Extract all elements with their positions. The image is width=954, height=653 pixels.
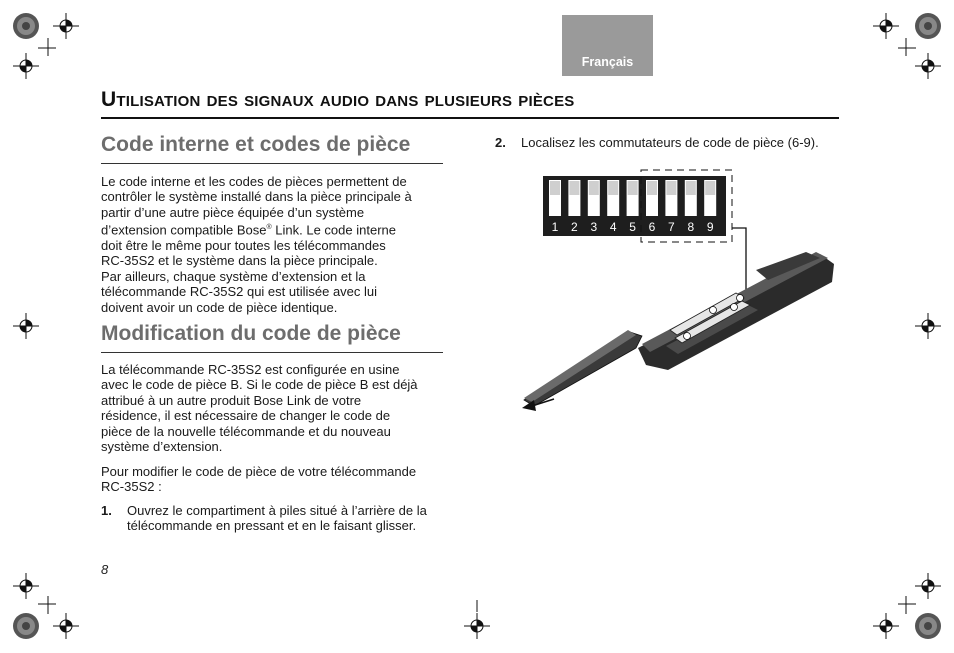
dip-switch-knob <box>589 181 599 195</box>
dip-switch-knob <box>705 181 715 195</box>
page-number: 8 <box>101 562 109 577</box>
section-rule <box>101 352 443 353</box>
text-line: résidence, il est nécessaire de changer le code de <box>101 408 391 424</box>
dip-switch-knob <box>666 181 676 195</box>
language-tab <box>562 15 653 76</box>
language-tab-label: Français <box>581 55 634 69</box>
text-line: pièce de la nouvelle télécommande et du nouveau <box>101 423 391 439</box>
text-line: avec le code de pièce B. Si le code de pièce B est déjà <box>101 377 418 393</box>
section-heading-code-interne: Code interne et codes de pièce <box>101 133 411 156</box>
text-line: attribué à un autre produit Bose Link de votre <box>101 392 362 408</box>
text-line: RC-35S2 et le système dans la pièce principale. <box>101 253 378 269</box>
text-line: Localisez les commutateurs de code de pièce (6-9). <box>521 135 819 150</box>
dip-switch-knob <box>569 181 579 195</box>
text-line: La télécommande RC-35S2 est configurée en usine <box>101 362 400 377</box>
text-line: Par ailleurs, chaque système d’extension et la <box>101 268 366 284</box>
text-line: d’extension compatible Bose® Link. Le code interne <box>101 222 396 238</box>
dip-switch-knob <box>550 181 560 195</box>
dip-switches <box>549 180 716 216</box>
dip-switch-label: 6 <box>648 220 656 234</box>
paragraph-pour-modifier <box>101 464 447 495</box>
text-line: Pour modifier le code de pièce de votre télécommande <box>101 464 417 479</box>
step-1 <box>101 503 447 535</box>
section-heading-modification: Modification du code de pièce <box>101 322 401 345</box>
remote-body <box>638 252 834 370</box>
text-line: partir d’une autre pièce équipée d’un système <box>101 204 365 220</box>
step-2 <box>495 135 845 153</box>
battery-cover <box>524 330 642 406</box>
paragraph-code-interne <box>101 174 447 315</box>
paragraph-modification <box>101 362 447 454</box>
text-line: Le code interne et les codes de pièces permettent de <box>101 174 407 189</box>
title-rule <box>101 117 839 119</box>
text-line: RC-35S2 : <box>101 479 162 495</box>
dip-switch-knob <box>686 181 696 195</box>
step-number: 1. <box>101 503 112 518</box>
dip-switch-label: 4 <box>609 220 617 234</box>
dip-switch-label: 3 <box>590 220 598 234</box>
dip-switch-knob <box>608 181 618 195</box>
text-line: télécommande RC-35S2 qui est utilisée avec lui <box>101 284 378 300</box>
section-rule <box>101 163 443 164</box>
registered-mark: ® <box>266 224 272 232</box>
step-number: 2. <box>495 135 506 150</box>
text-line: télécommande en pressant et en le faisant glisser. <box>127 518 417 534</box>
remote-figure <box>510 160 850 420</box>
step-text <box>521 135 819 150</box>
dip-switch-label: 8 <box>687 220 695 234</box>
dip-switch-label: 2 <box>571 220 578 234</box>
dip-switch-knob <box>628 181 638 195</box>
dip-switch-label: 5 <box>629 220 636 234</box>
text-line: système d’extension. <box>101 439 223 455</box>
step-text <box>127 503 427 534</box>
page-title: Utilisation des signaux audio dans plusieurs pièces <box>101 88 575 111</box>
dip-switch-label: 9 <box>706 220 714 234</box>
text-line: doivent avoir un code de pièce identique. <box>101 299 338 315</box>
text-line: Ouvrez le compartiment à piles situé à l’arrière de la <box>127 503 427 518</box>
dip-switch-label: 1 <box>551 220 559 234</box>
text-line: contrôler le système installé dans la pièce principale à <box>101 189 412 205</box>
dip-switch-label: 7 <box>668 220 675 234</box>
text-line: doit être le même pour toutes les télécommandes <box>101 237 386 253</box>
dip-switch-labels <box>552 220 714 234</box>
dip-switch-knob <box>647 181 657 195</box>
